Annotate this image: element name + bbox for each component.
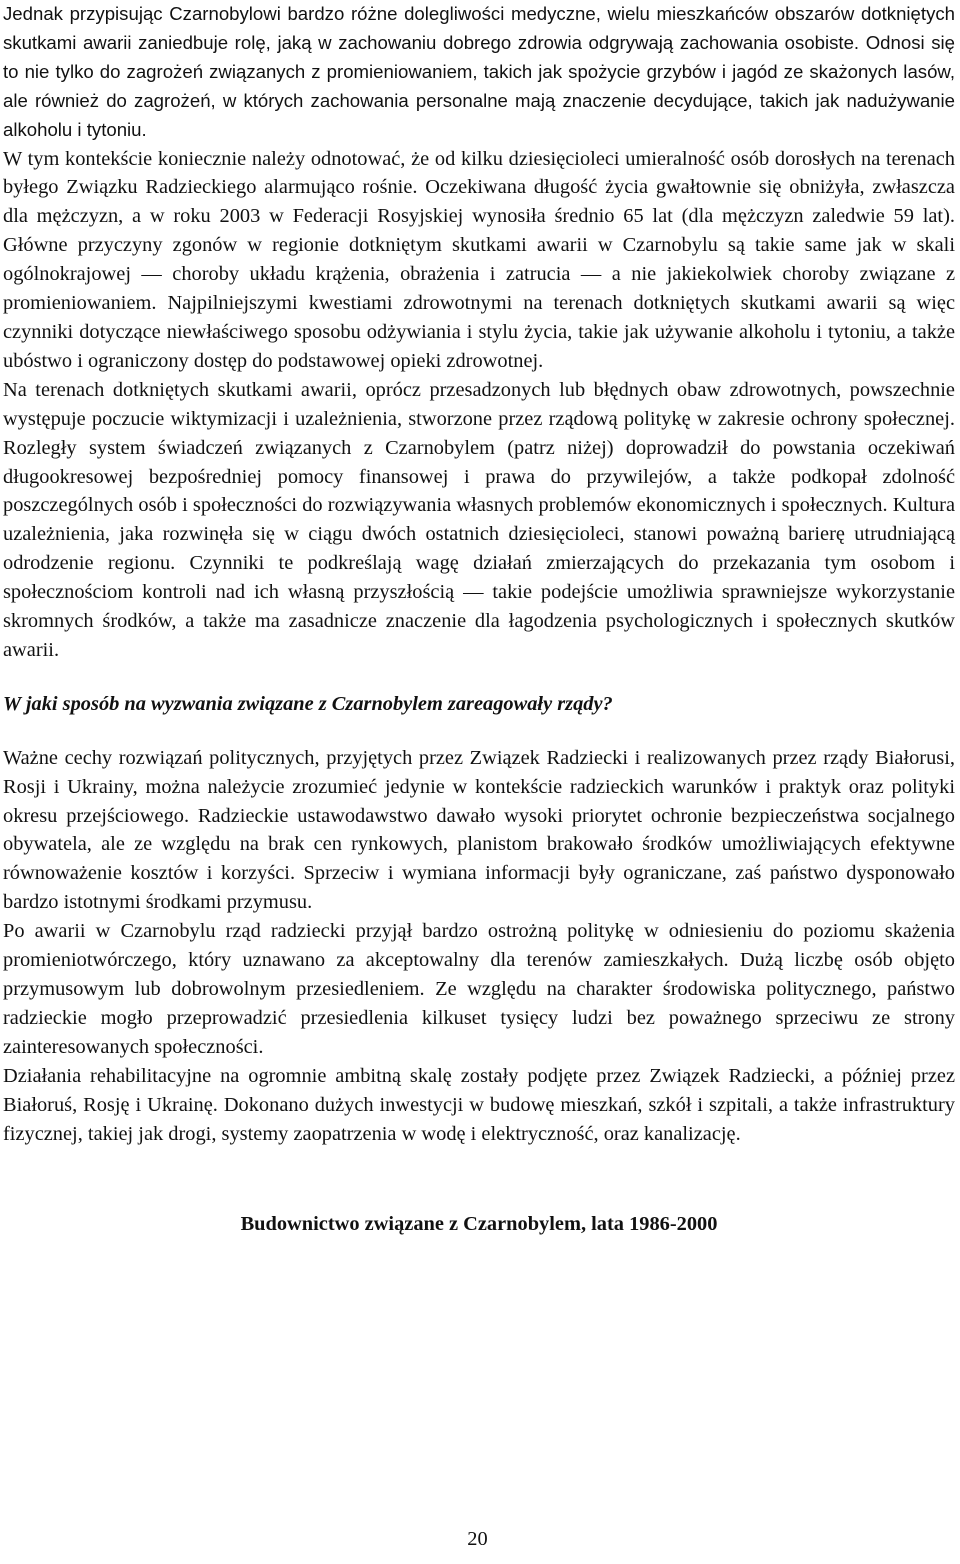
body-paragraph-4: Ważne cechy rozwiązań politycznych, przyjętych przez Związek Radziecki i realizowanych przez rządy Białorusi, Rosji i Ukrainy, można należycie zrozumieć jedynie w kontekście radzieckich warunków i praktyk oraz polityki okresu przejściowego. Radzieckie ustawodawstwo dawało wysoki priorytet ochronie bezpieczeństwa socjalnego obywatela, ale ze względu na brak cen rynkowych, planistom brakowało środków umożliwiających efektywne równoważenie kosztów i korzyści. Sprzeciw i wymiana informacji były ograniczane, zaś państwo dysponowało bardzo istotnymi środkami przymusu. [3,746,955,914]
body-paragraph-3: Na terenach dotkniętych skutkami awarii, oprócz przesadzonych lub błędnych obaw zdrowotnych, powszechnie występuje poczucie wiktymizacji i uzależnienia, stworzone przez rządową politykę w zakresie ochrony społecznej. Rozległy system świadczeń związanych z Czarnobylem (patrz niżej) doprowadził do powstania oczekiwań długookresowej bezpośredniej pomocy finansowej i prawa do przywilejów, a także podkopał zdolność poszczególnych osób i społeczności do rozwiązywania własnych problemów ekonomicznych i społecznych. Kultura uzależnienia, jaka rozwinęła się w ciągu dwóch ostatnich dziesięcioleci, stanowi poważną barierę utrudniającą odrodzenie regionu. Czynniki te podkreślają wagę działań zmierzających do przekazania tym osobom i społecznościom kontroli nad ich własną przyszłością — takie podejście umożliwia sprawniejsze wykorzystanie skromnych środków, a także ma zasadnicze znaczenie dla łagodzenia psychologicznych i społecznych skutków awarii. [3,378,955,661]
body-paragraph-5: Po awarii w Czarnobylu rząd radziecki przyjął bardzo ostrożną politykę w odniesieniu do poziomu skażenia promieniotwórczego, który uznawano za akceptowalny dla terenów zamieszkałych. Dużą liczbę osób objęto przymusowym lub dobrowolnym przesiedleniem. Ze względu na charakter środowiska politycznego, państwo radzieckie mogło przeprowadzić przesiedlenia kilkuset tysięcy ludzi bez poważnego sprzeciwu ze strony zainteresowanych społeczności. [3,920,955,1058]
page-number: 20 [467,1528,488,1550]
section-heading-question: W jaki sposób na wyzwania związane z Czarnobylem zareagowały rządy? [3,692,613,715]
body-paragraph-6: Działania rehabilitacyjne na ogromnie ambitną skalę zostały podjęte przez Związek Radziecki, a później przez Białoruś, Rosję i Ukrainę. Dokonano dużych inwestycji w budowę mieszkań, szkół i szpitali, a także infrastruktury fizycznej, takiej jak drogi, systemy zaopatrzenia w wodę i elektryczność, oraz kanalizację. [3,1064,955,1145]
body-paragraph-2: W tym kontekście koniecznie należy odnotować, że od kilku dziesięcioleci umieralność osób dorosłych na terenach byłego Związku Radzieckiego alarmująco rośnie. Oczekiwana długość życia gwałtownie się obniżyła, zwłaszcza dla mężczyzn, a w roku 2003 w Federacji Rosyjskiej wynosiła średnio 65 lat (dla mężczyzn zaledwie 59 lat). Główne przyczyny zgonów w regionie dotkniętym skutkami awarii w Czarnobylu są takie same jak w skali ogólnokrajowej — choroby układu krążenia, obrażenia i zatrucia — a nie jakiekolwiek choroby związane z promieniowaniem. Najpilniejszymi kwestiami zdrowotnymi na terenach dotkniętych skutkami awarii są więc czynniki dotyczące niewłaściwego sposobu odżywiania i stylu życia, takie jak używanie alkoholu i tytoniu, a także ubóstwo i ograniczony dostęp do podstawowej opieki zdrowotnej. [3,147,955,372]
document-page [3,0,955,1239]
figure-caption: Budownictwo związane z Czarnobylem, lata 1986-2000 [240,1213,718,1236]
paragraph-1-text: Jednak przypisując Czarnobylowi bardzo różne dolegliwości medyczne, wielu mieszkańców obszarów dotkniętych skutkami awarii zaniedbuje rolę, jaką w zachowaniu dobrego zdrowia odgrywają zachowania osobiste. Odnosi się to nie tylko do zagrożeń związanych z promieniowaniem, takich jak spożycie grzybów i jagód ze skażonych lasów, ale również do zagrożeń, w których zachowania personalne mają znaczenie decydujące, takich jak nadużywanie alkoholu i tytoniu. [3,3,955,140]
body-paragraph-1 [3,0,955,145]
